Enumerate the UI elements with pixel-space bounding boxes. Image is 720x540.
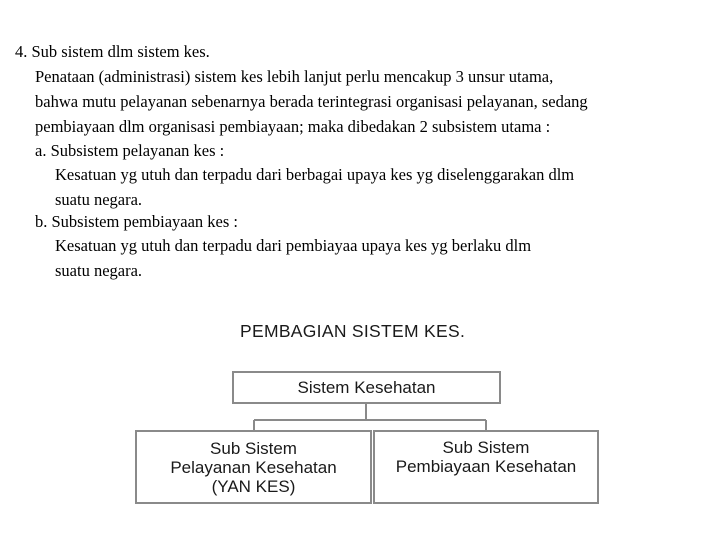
right-node-box (373, 430, 599, 504)
right-node-line-2: Pembiayaan Kesehatan (395, 457, 577, 476)
left-node-line-1: Sub Sistem (210, 438, 297, 458)
left-node-box (135, 430, 372, 504)
diagram-title: PEMBAGIAN SISTEM KES. (240, 321, 466, 341)
section-heading: 4. Sub sistem dlm sistem kes. (15, 42, 210, 61)
left-node-line-3: (YAN KES) (211, 476, 296, 496)
item-b-desc-2: suatu negara. (55, 261, 143, 280)
item-b-label: b. Subsistem pembiayaan kes : (35, 212, 239, 231)
root-node-box (232, 371, 501, 404)
root-node-label: Sistem Kesehatan (297, 378, 436, 397)
intro-line-2: bahwa mutu pelayanan sebenarnya berada terintegrasi organisasi pelayanan, sedang (35, 92, 588, 111)
left-node-line-2: Pelayanan Kesehatan (170, 457, 337, 477)
item-a-desc-2: suatu negara. (55, 190, 143, 209)
intro-line-3: pembiayaan dlm organisasi pembiayaan; maka dibedakan 2 subsistem utama : (35, 117, 551, 136)
intro-line-1: Penataan (administrasi) sistem kes lebih lanjut perlu mencakup 3 unsur utama, (35, 67, 554, 86)
right-node-line-1: Sub Sistem (442, 438, 530, 457)
item-a-label: a. Subsistem pelayanan kes : (35, 141, 225, 160)
item-a-desc-1: Kesatuan yg utuh dan terpadu dari berbagai upaya kes yg diselenggarakan dlm (55, 165, 575, 184)
item-b-desc-1: Kesatuan yg utuh dan terpadu dari pembiayaa upaya kes yg berlaku dlm (55, 236, 532, 255)
